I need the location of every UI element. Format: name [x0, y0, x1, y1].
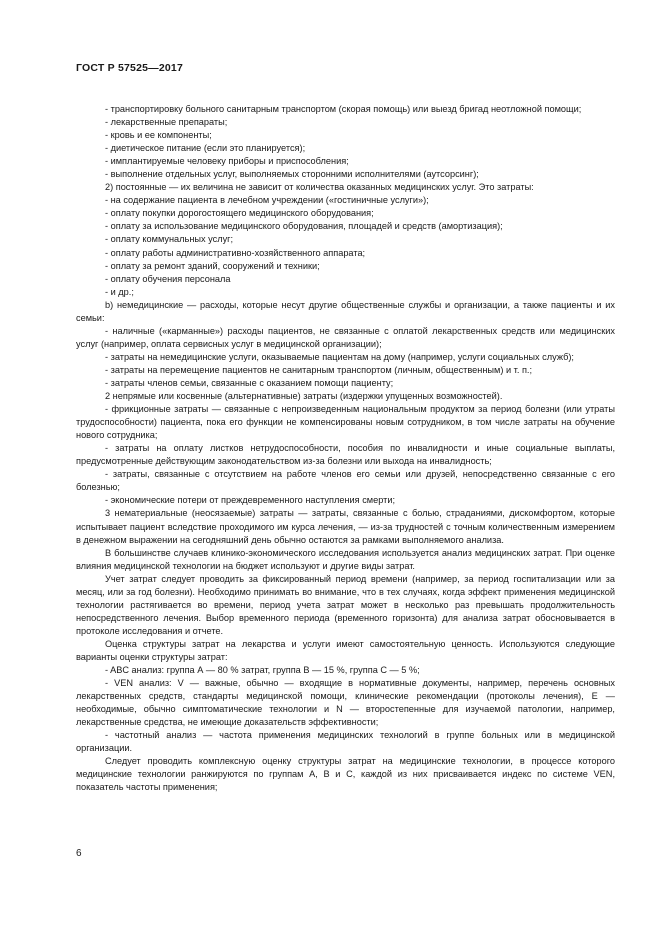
- document-body: [76, 103, 615, 794]
- paragraph: - оплату покупки дорогостоящего медицинского оборудования;: [105, 208, 374, 219]
- paragraph: - оплату обучения персонала: [105, 273, 231, 284]
- paragraph: В большинстве случаев клинико-экономического исследования используется анализ медицинских затрат. При оценке влияния медицинской технологии на бюджет используют и другие виды затрат.: [76, 547, 615, 571]
- paragraph: - диетическое питание (если это планируется);: [105, 143, 306, 154]
- paragraph: - транспортировку больного санитарным транспортом (скорая помощь) или выезд бригад неотложной помощи;: [105, 104, 582, 114]
- paragraph: - затраты на оплату листков нетрудоспособности, пособия по инвалидности и иные социальные выплаты, предусмотренные действующим законодательством из-за болезни или выхода на инвалидность;: [76, 443, 615, 467]
- paragraph: - имплантируемые человеку приборы и приспособления;: [105, 156, 349, 167]
- document-header: ГОСТ Р 57525—2017: [76, 62, 184, 74]
- paragraph: - затраты на перемещение пациентов не санитарным транспортом (личным, общественным) и т. п.;: [105, 364, 533, 375]
- paragraph: - частотный анализ — частота применения медицинских технологий в группе больных или в медицинской организации.: [76, 730, 615, 754]
- paragraph: - выполнение отдельных услуг, выполняемых сторонними исполнителями (аутсорсинг);: [105, 169, 479, 180]
- paragraph: - экономические потери от преждевременного наступления смерти;: [105, 495, 396, 506]
- paragraph: - оплату за ремонт зданий, сооружений и техники;: [105, 260, 320, 271]
- paragraph: - наличные («карманные») расходы пациентов, не связанные с оплатой лекарственных средств или медицинских услуг (например, оплата сервисных услуг в медицинской организации);: [76, 325, 615, 349]
- paragraph: 3 нематериальные (неосязаемые) затраты — затраты, связанные с болью, страданиями, дискомфортом, которые испытывает пациент вследствие проходимого им курса лечения, — из-за трудностей с точным количественным измерением в денежном выражении на сегодняшний день обычно остаются за рамками выполняемого анализа.: [76, 508, 615, 545]
- paragraph: - оплату работы административно-хозяйственного аппарата;: [105, 247, 366, 258]
- paragraph: 2 непрямые или косвенные (альтернативные) затраты (издержки упущенных возможностей).: [105, 391, 503, 402]
- paragraph: Учет затрат следует проводить за фиксированный период времени (например, за период госпитализации или за месяц, или за год болезни). Необходимо принимать во внимание, что в тех случаях, когда эффект применения медицинской технологии растягивается во времени, период учета затрат может в несколько раз превышать продолжительность непосредственного лечения. Выбор временного периода (временного горизонта) для анализа затрат обосновывается в протоколе исследования и отчете.: [76, 573, 615, 636]
- paragraph: - кровь и ее компоненты;: [105, 130, 212, 141]
- paragraph: Следует проводить комплексную оценку структуры затрат на медицинские технологии, в процессе которого медицинские технологии ранжируются по группам А, В и С, каждой из них присваивается индекс по системе VEN, показатель частоты применения;: [76, 756, 615, 793]
- paragraph: - затраты на немедицинские услуги, оказываемые пациентам на дому (например, услуги социальных служб);: [105, 351, 574, 362]
- paragraph: - ABC анализ: группа А — 80 % затрат, группа В — 15 %, группа С — 5 %;: [105, 665, 420, 676]
- paragraph: 2) постоянные — их величина не зависит от количества оказанных медицинских услуг. Это затраты:: [105, 182, 534, 193]
- paragraph: b) немедицинские — расходы, которые несут другие общественные службы и организации, а также пациенты и их семьи:: [76, 299, 615, 323]
- paragraph: - оплату коммунальных услуг;: [105, 234, 234, 245]
- paragraph: - VEN анализ: V — важные, обычно — входящие в нормативные документы, например, перечень основных лекарственных средств, стандарты медицинской помощи, клинические рекомендации (протоколы лечения), Е — необходимые, обычно симптоматические технологии и N — второстепенные для изучаемой патологии, например, лекарственные средства, не имеющие доказательств эффективности;: [76, 678, 615, 728]
- paragraph: - затраты членов семьи, связанные с оказанием помощи пациенту;: [105, 377, 394, 388]
- paragraph: - и др.;: [105, 286, 134, 297]
- paragraph: - лекарственные препараты;: [105, 117, 228, 128]
- paragraph: - оплату за использование медицинского оборудования, площадей и средств (амортизация);: [105, 221, 503, 232]
- page-number: 6: [76, 848, 82, 859]
- paragraph: Оценка структуры затрат на лекарства и услуги имеют самостоятельную ценность. Используются следующие варианты оценки структуры затрат:: [76, 638, 615, 662]
- paragraph: - фрикционные затраты — связанные с непроизведенным национальным продуктом за период болезни (или утраты трудоспособности) пациента, пока его функции не компенсированы новым сотрудником, в том числе затраты на обучение нового сотрудника;: [76, 404, 615, 441]
- paragraph: - на содержание пациента в лечебном учреждении («гостиничные услуги»);: [105, 195, 429, 206]
- paragraph: - затраты, связанные с отсутствием на работе членов его семьи или друзей, непосредственно связанные с его болезнью;: [76, 469, 615, 493]
